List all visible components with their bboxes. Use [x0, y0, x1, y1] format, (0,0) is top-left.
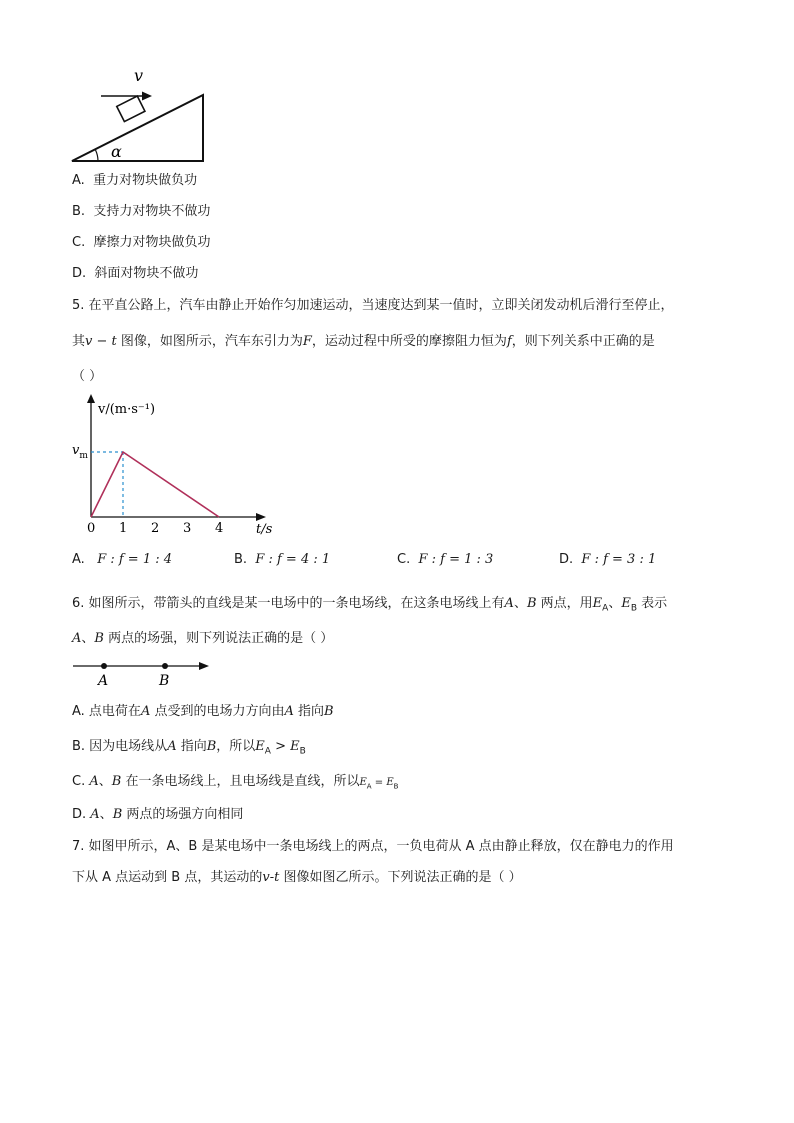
field-line-arrow	[199, 662, 209, 670]
incline-figure	[68, 62, 213, 166]
vm-label: $v_m$	[72, 443, 88, 461]
q6-option-c: C. A、B 在一条电场线上，且电场线是直线，所以$E_A = E_B$	[72, 774, 399, 791]
q7-stem-line1: 7. 如图甲所示，A、B 是某电场中一条电场线上的两点，一负电荷从 A 点由静止释放，仅在静电力的作用	[72, 839, 674, 854]
q5-option-c: C. F : f = 1 : 3	[397, 552, 494, 567]
point-b-label: B	[159, 673, 170, 689]
q5-option-b: B. F : f = 4 : 1	[234, 552, 331, 567]
x-tick-label-2: 2	[151, 521, 160, 536]
point-b-dot	[162, 663, 168, 669]
angle-arc	[96, 150, 99, 161]
x-axis-label: t/s	[256, 522, 273, 537]
q5-stem-line1: 5. 在平直公路上，汽车由静止开始作匀加速运动，当速度达到某一值时，立即关闭发动机后滑行至停止，	[72, 298, 674, 313]
q5-stem-line3: （ ）	[72, 369, 103, 384]
q5-option-d: D. F : f = 3 : 1	[559, 552, 657, 567]
q6-stem-line1: 6. 如图所示，带箭头的直线是某一电场中的一条电场线，在这条电场线上有A、B 两点，用$E_A$、$E_B$ 表示	[72, 596, 668, 614]
q6-option-a: A. 点电荷在A 点受到的电场力方向由A 指向B	[72, 704, 334, 719]
q5-option-a: A. F : f = 1 : 4	[72, 552, 173, 567]
vt-graph	[70, 390, 285, 540]
velocity-label: v	[134, 66, 144, 85]
q5-stem-line2: 其v − t 图像，如图所示，汽车东引力为F，运动过程中所受的摩擦阻力恒为f，则下列关系中正确的是	[72, 334, 655, 349]
y-axis-label: v/(m·s⁻¹)	[98, 402, 156, 417]
q7-stem-line2: 下从 A 点运动到 B 点，其运动的v-t 图像如图乙所示。下列说法正确的是（ ）	[72, 870, 522, 885]
angle-label: α	[111, 142, 122, 161]
x-tick-label-3: 3	[183, 521, 192, 536]
field-line-figure	[70, 656, 215, 690]
q6-option-d: D. A、B 两点的场强方向相同	[72, 807, 244, 822]
q6-stem-line2: A、B 两点的场强，则下列说法正确的是（ ）	[72, 631, 334, 646]
block	[117, 96, 145, 122]
q6-option-b: B. 因为电场线从A 指向B，所以$E_A > E_B$	[72, 739, 306, 757]
x-tick-label-1: 1	[119, 521, 128, 536]
y-axis-arrow	[87, 394, 95, 403]
q4-option-a: A. 重力对物块做负功	[72, 173, 198, 188]
q4-option-c: C. 摩擦力对物块做负功	[72, 235, 211, 250]
x-tick-label-0: 0	[87, 521, 96, 536]
q4-option-b: B. 支持力对物块不做功	[72, 204, 211, 219]
q4-option-d: D. 斜面对物块不做功	[72, 266, 199, 281]
point-a-label: A	[98, 673, 109, 689]
x-tick-label-4: 4	[215, 521, 224, 536]
velocity-arrowhead	[142, 92, 152, 101]
point-a-dot	[101, 663, 107, 669]
x-axis-arrow	[256, 513, 266, 521]
vt-series-line	[91, 452, 219, 517]
